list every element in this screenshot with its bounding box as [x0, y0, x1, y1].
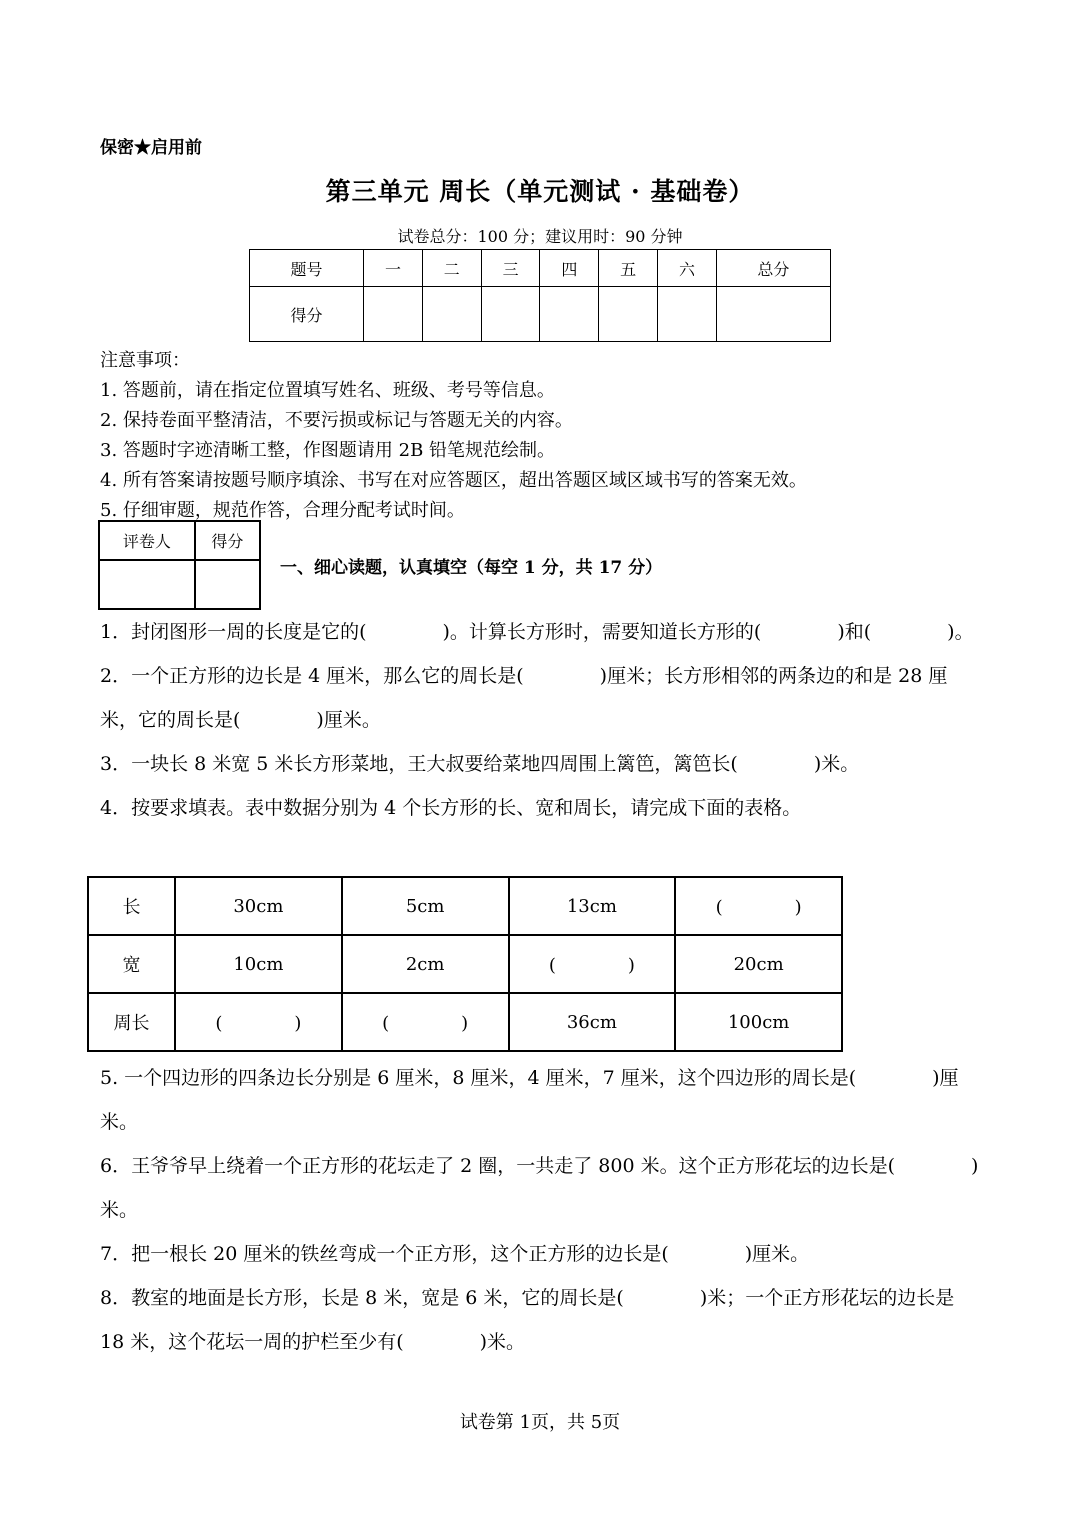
score-cell[interactable]	[481, 287, 540, 342]
score-cell[interactable]	[422, 287, 481, 342]
score-header-cell: 二	[422, 250, 481, 287]
question-5: 5. 一个四边形的四条边长分别是 6 厘米，8 厘米，4 厘米，7 厘米，这个四边形的周长是( )厘米。	[100, 1067, 959, 1133]
page-title: 第三单元 周长（单元测试 · 基础卷）	[325, 177, 755, 206]
notice-item: 5. 仔细审题，规范作答，合理分配考试时间。	[100, 500, 465, 521]
notice-item: 4. 所有答案请按题号顺序填涂、书写在对应答题区，超出答题区域区域书写的答案无效。	[100, 470, 807, 491]
grader-reviewer-label: 评卷人	[99, 521, 195, 560]
score-header-cell: 五	[599, 250, 658, 287]
rect-cell: 13cm	[509, 877, 676, 935]
rect-cell: 10cm	[175, 935, 342, 993]
score-cell[interactable]	[716, 287, 830, 342]
rect-cell-blank[interactable]: ( )	[509, 935, 676, 993]
grader-box	[98, 520, 261, 610]
rect-cell-blank[interactable]: ( )	[342, 993, 509, 1051]
question-group-a	[100, 610, 980, 830]
score-header-cell: 题号	[250, 250, 364, 287]
question-1: 1．封闭图形一周的长度是它的( )。计算长方形时，需要知道长方形的( )和( )。	[100, 621, 974, 643]
rect-row-label: 长	[88, 877, 175, 935]
rect-cell-blank[interactable]: ( )	[175, 993, 342, 1051]
grader-score-label: 得分	[195, 521, 260, 560]
rect-cell: 20cm	[675, 935, 842, 993]
score-cell[interactable]	[540, 287, 599, 342]
notice-item: 3. 答题时字迹清晰工整，作图题请用 2B 铅笔规范绘制。	[100, 440, 556, 461]
question-2: 2．一个正方形的边长是 4 厘米，那么它的周长是( )厘米；长方形相邻的两条边的和是 28 厘米，它的周长是( )厘米。	[100, 665, 948, 731]
rect-row-label: 宽	[88, 935, 175, 993]
notice-item: 2. 保持卷面平整清洁，不要污损或标记与答题无关的内容。	[100, 410, 573, 431]
rect-row-label: 周长	[88, 993, 175, 1051]
confidential-label: 保密★启用前	[100, 138, 202, 158]
section-heading: 一、细心读题，认真填空（每空 1 分，共 17 分）	[280, 558, 663, 578]
exam-meta: 试卷总分：100 分；建议用时：90 分钟	[397, 227, 683, 246]
score-cell[interactable]	[658, 287, 717, 342]
score-header-cell: 一	[364, 250, 423, 287]
score-header-cell: 总分	[716, 250, 830, 287]
score-cell[interactable]	[599, 287, 658, 342]
rect-cell-blank[interactable]: ( )	[675, 877, 842, 935]
notice-block	[100, 346, 807, 526]
rect-cell: 30cm	[175, 877, 342, 935]
score-row-label: 得分	[250, 287, 364, 342]
notice-item: 1. 答题前，请在指定位置填写姓名、班级、考号等信息。	[100, 380, 555, 401]
question-7: 7．把一根长 20 厘米的铁丝弯成一个正方形，这个正方形的边长是( )厘米。	[100, 1243, 810, 1265]
notice-title: 注意事项：	[100, 350, 190, 371]
score-cell[interactable]	[364, 287, 423, 342]
grader-reviewer-cell[interactable]	[99, 560, 195, 609]
rect-cell: 2cm	[342, 935, 509, 993]
question-4: 4．按要求填表。表中数据分别为 4 个长方形的长、宽和周长，请完成下面的表格。	[100, 797, 802, 819]
score-table	[249, 249, 831, 342]
score-header-cell: 四	[540, 250, 599, 287]
question-group-b	[100, 1056, 980, 1364]
rect-cell: 5cm	[342, 877, 509, 935]
grader-score-cell[interactable]	[195, 560, 260, 609]
question-8: 8．教室的地面是长方形，长是 8 米，宽是 6 米，它的周长是( )米；一个正方形花坛的边长是 18 米，这个花坛一周的护栏至少有( )米。	[100, 1287, 955, 1353]
score-header-cell: 三	[481, 250, 540, 287]
rectangle-table	[87, 876, 843, 1052]
page-footer: 试卷第 1页，共 5页	[459, 1412, 621, 1433]
question-6: 6．王爷爷早上绕着一个正方形的花坛走了 2 圈，一共走了 800 米。这个正方形花坛的边长是( )米。	[100, 1155, 979, 1221]
rect-cell: 36cm	[509, 993, 676, 1051]
score-header-cell: 六	[658, 250, 717, 287]
rect-cell: 100cm	[675, 993, 842, 1051]
question-3: 3．一块长 8 米宽 5 米长方形菜地，王大叔要给菜地四周围上篱笆，篱笆长( )米。	[100, 753, 860, 775]
